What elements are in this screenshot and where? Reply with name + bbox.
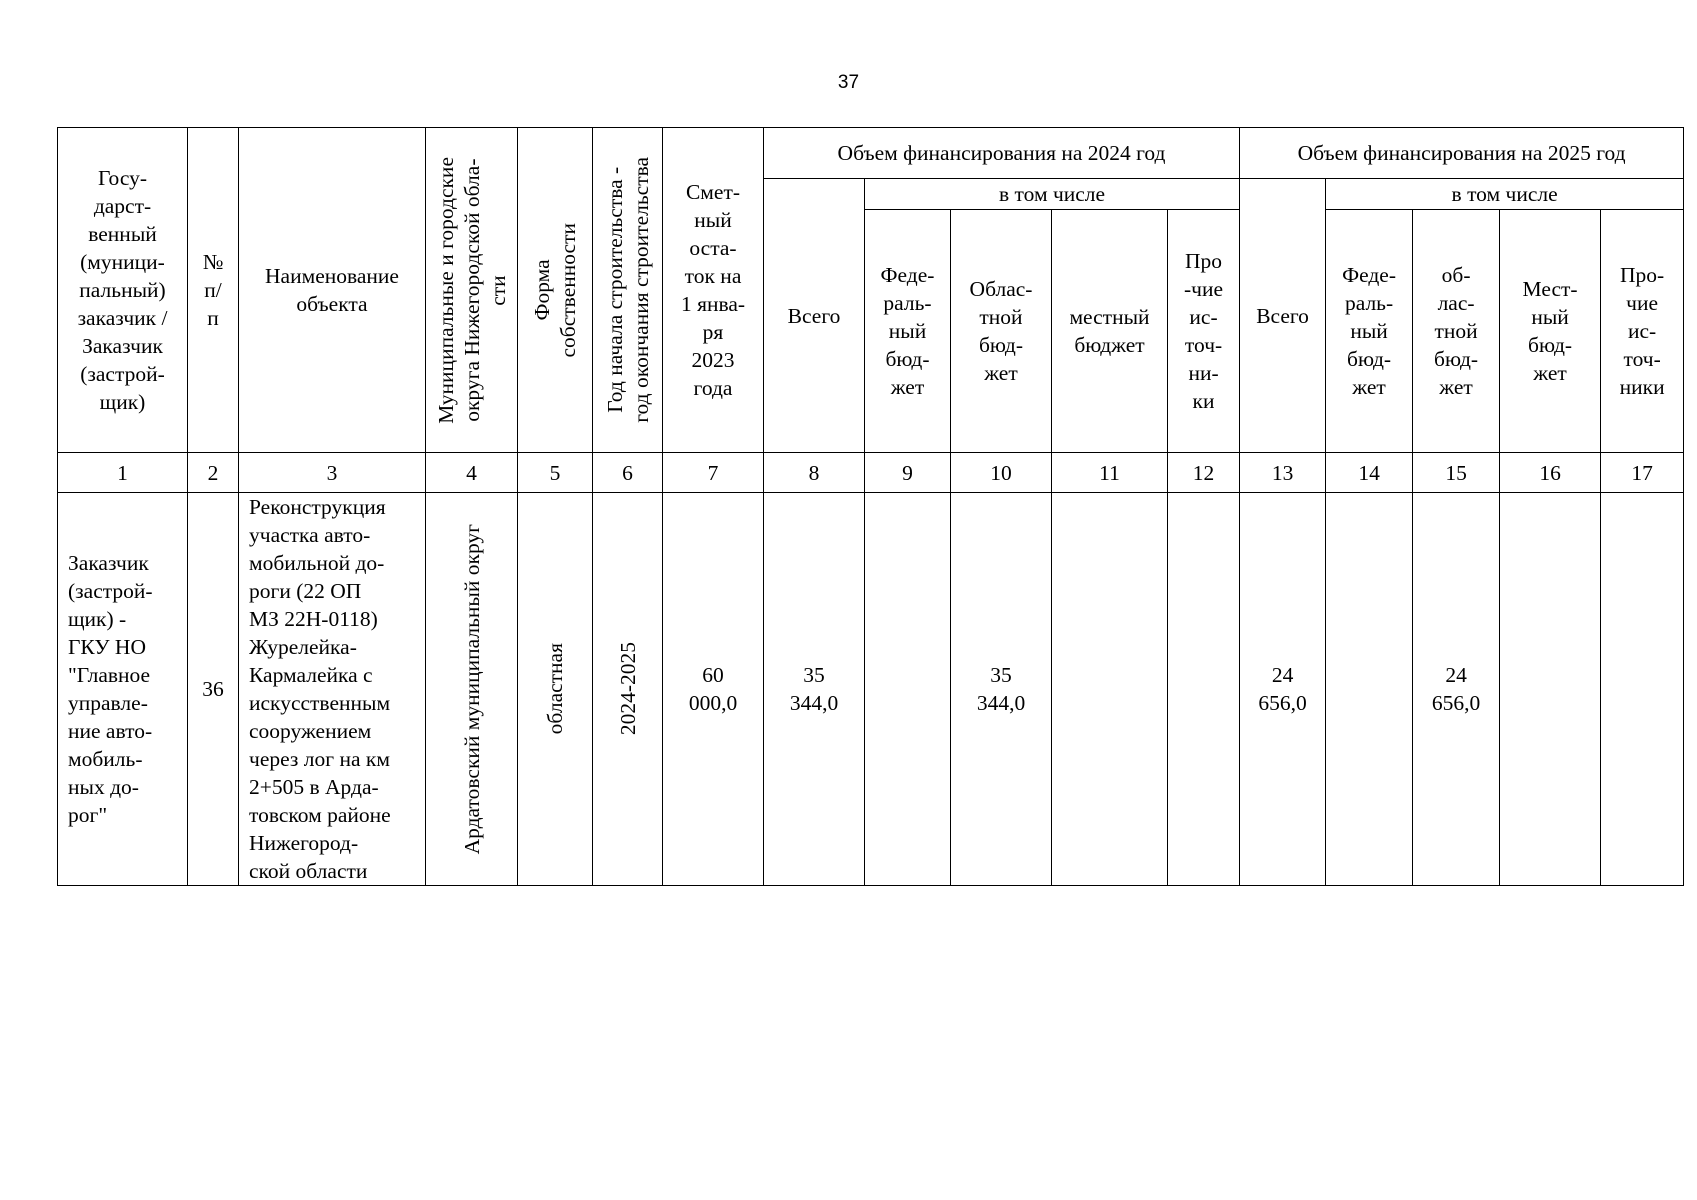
cell-federal-2024 xyxy=(865,493,951,886)
column-number: 7 xyxy=(663,453,764,493)
column-number: 17 xyxy=(1601,453,1684,493)
cell-municipality: Ардатовский муниципальный округ xyxy=(426,493,518,886)
header-other-2025: Про- чие ис- точ- ники xyxy=(1601,210,1684,453)
header-number: № п/ п xyxy=(188,128,239,453)
column-number: 9 xyxy=(865,453,951,493)
cell-number: 36 xyxy=(188,493,239,886)
cell-object-name: Реконструкция участка авто- мобильной до- роги (22 ОП МЗ 22Н-0118) Журелейка- Кармалейка с искусственным сооружением через лог на км 2+505 в Арда- товском районе Нижегород- ской области xyxy=(239,493,426,886)
column-number: 15 xyxy=(1413,453,1500,493)
header-customer: Госу- дарст- венный (муници- пальный) заказчик / Заказчик (застрой- щик) xyxy=(58,128,188,453)
funding-table xyxy=(57,127,1684,886)
column-number: 2 xyxy=(188,453,239,493)
column-number: 1 xyxy=(58,453,188,493)
cell-ownership: областная xyxy=(518,493,593,886)
cell-years: 2024-2025 xyxy=(593,493,663,886)
header-municipality: Муниципальные и городские округа Нижегородской обла- сти xyxy=(426,128,518,453)
header-federal-2024: Феде- раль- ный бюд- жет xyxy=(865,210,951,453)
cell-customer: Заказчик (застрой- щик) - ГКУ НО "Главное управле- ние авто- мобиль- ных до- рог" xyxy=(58,493,188,886)
column-number: 11 xyxy=(1052,453,1168,493)
column-number: 13 xyxy=(1240,453,1326,493)
header-local-2025: Мест- ный бюд- жет xyxy=(1500,210,1601,453)
cell-local-2024 xyxy=(1052,493,1168,886)
header-ownership: Форма собственности xyxy=(518,128,593,453)
cell-local-2025 xyxy=(1500,493,1601,886)
header-row xyxy=(58,128,1684,179)
cell-regional-2024: 35 344,0 xyxy=(951,493,1052,886)
cell-other-2024 xyxy=(1168,493,1240,886)
cell-federal-2025 xyxy=(1326,493,1413,886)
cell-regional-2025: 24 656,0 xyxy=(1413,493,1500,886)
header-federal-2025: Феде- раль- ный бюд- жет xyxy=(1326,210,1413,453)
cell-other-2025 xyxy=(1601,493,1684,886)
header-object-name: Наименование объекта xyxy=(239,128,426,453)
column-number: 16 xyxy=(1500,453,1601,493)
column-number: 4 xyxy=(426,453,518,493)
header-funding-2025: Объем финансирования на 2025 год xyxy=(1240,128,1684,179)
cell-estimate-balance: 60 000,0 xyxy=(663,493,764,886)
cell-total-2024: 35 344,0 xyxy=(764,493,865,886)
column-number: 5 xyxy=(518,453,593,493)
column-number: 10 xyxy=(951,453,1052,493)
cell-total-2025: 24 656,0 xyxy=(1240,493,1326,886)
column-number: 14 xyxy=(1326,453,1413,493)
column-number: 8 xyxy=(764,453,865,493)
header-regional-2024: Облас- тной бюд- жет xyxy=(951,210,1052,453)
header-local-2024: местный бюджет xyxy=(1052,210,1168,453)
column-number: 6 xyxy=(593,453,663,493)
header-total-2024: Всего xyxy=(764,179,865,453)
header-regional-2025: об- лас- тной бюд- жет xyxy=(1413,210,1500,453)
header-estimate-balance: Смет- ный оста- ток на 1 янва- ря 2023 года xyxy=(663,128,764,453)
header-years: Год начала строительства - год окончания строительства xyxy=(593,128,663,453)
header-total-2025: Всего xyxy=(1240,179,1326,453)
header-funding-2024: Объем финансирования на 2024 год xyxy=(764,128,1240,179)
table-row xyxy=(58,493,1684,886)
column-number-row xyxy=(58,453,1684,493)
header-other-2024: Про -чие ис- точ- ни- ки xyxy=(1168,210,1240,453)
header-including-2024: в том числе xyxy=(865,179,1240,210)
column-number: 12 xyxy=(1168,453,1240,493)
page-number: 37 xyxy=(837,72,860,93)
column-number: 3 xyxy=(239,453,426,493)
header-including-2025: в том числе xyxy=(1326,179,1684,210)
